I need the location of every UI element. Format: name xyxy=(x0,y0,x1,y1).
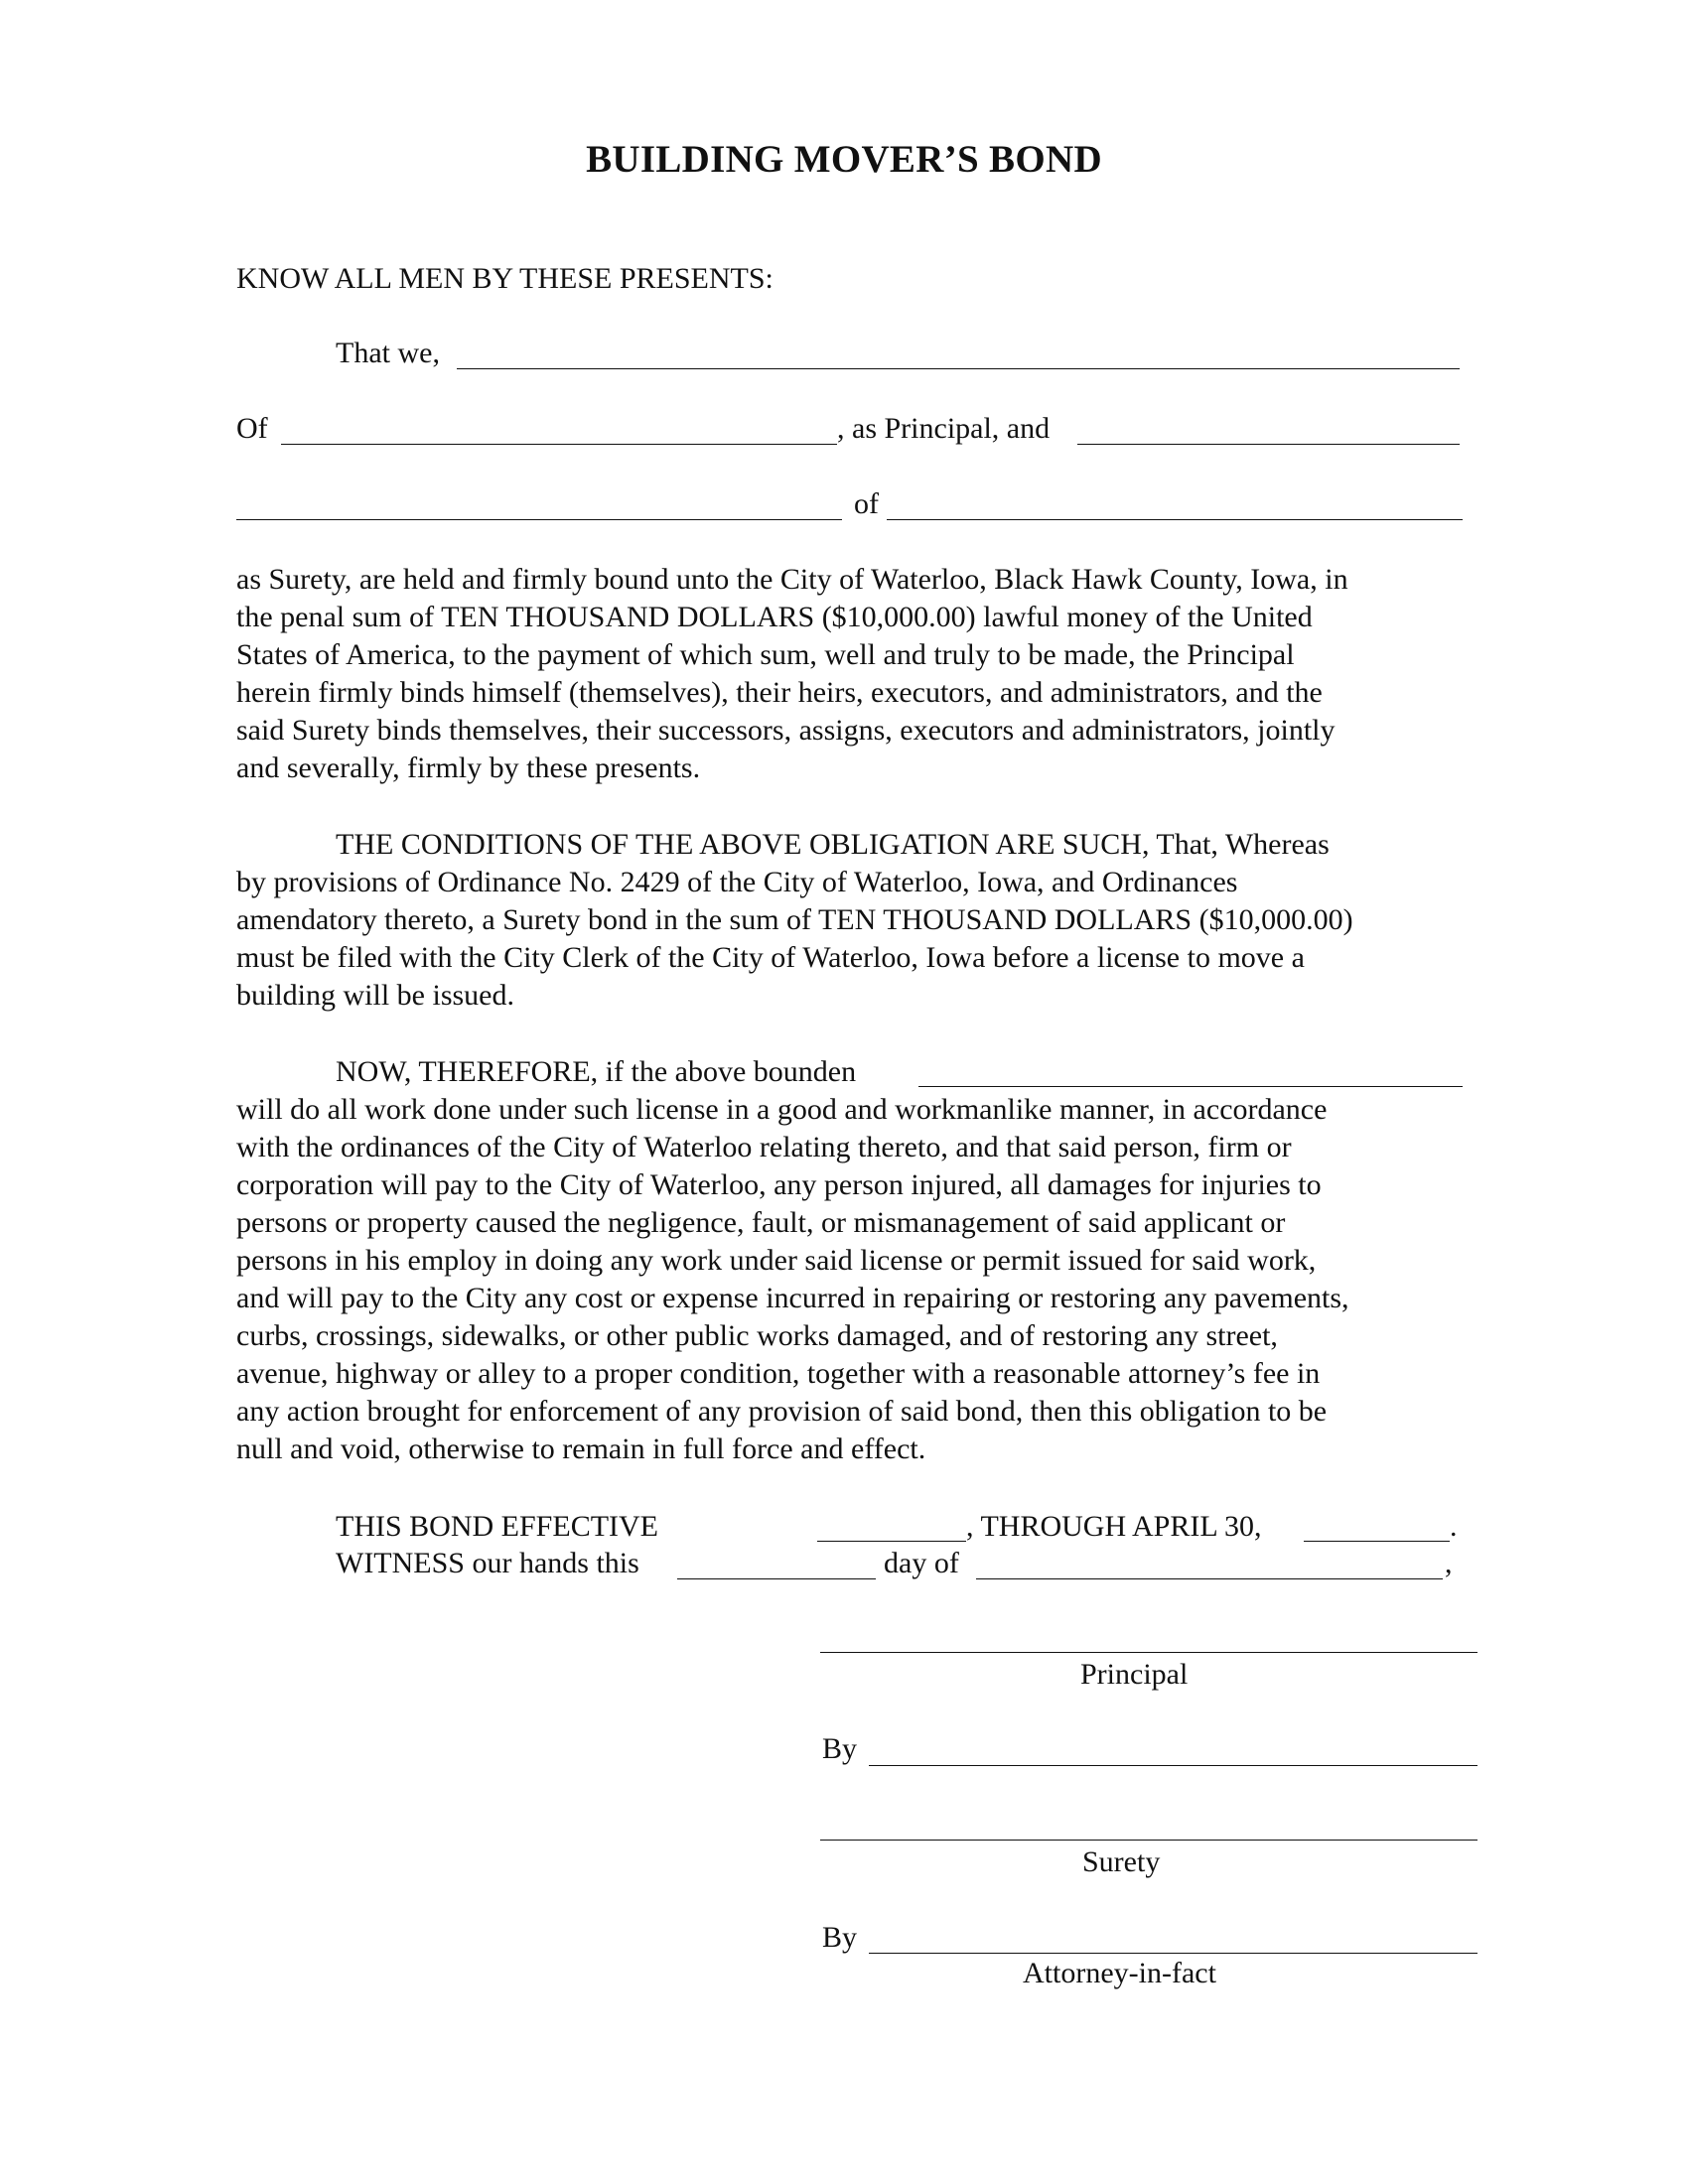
paragraph-line: persons in his employ in doing any work under said license or permit issued for said work, xyxy=(236,1244,1317,1277)
attorney-label: Attorney-in-fact xyxy=(1023,1957,1216,1989)
witness-day-field[interactable] xyxy=(677,1578,876,1579)
effective-label: THIS BOND EFFECTIVE xyxy=(336,1510,659,1543)
paragraph-line: corporation will pay to the City of Waterloo, any person injured, all damages for injuries to xyxy=(236,1168,1322,1201)
witness-comma: , xyxy=(1445,1547,1453,1579)
paragraph-line: with the ordinances of the City of Waterloo relating thereto, and that said person, firm or xyxy=(236,1131,1292,1163)
paragraph-line: THE CONDITIONS OF THE ABOVE OBLIGATION ARE SUCH, That, Whereas xyxy=(336,828,1330,861)
day-of-label: day of xyxy=(884,1547,959,1579)
paragraph-line: and will pay to the City any cost or expense incurred in repairing or restoring any pavements, xyxy=(236,1282,1349,1314)
paragraph-line: null and void, otherwise to remain in full force and effect. xyxy=(236,1433,926,1465)
principal-by-line[interactable] xyxy=(869,1765,1477,1766)
principal-label: Principal xyxy=(1080,1658,1189,1691)
of-label: Of xyxy=(236,412,268,445)
that-we-label: That we, xyxy=(336,337,440,369)
through-label: , THROUGH APRIL 30, xyxy=(966,1510,1262,1543)
surety-address-field[interactable] xyxy=(887,519,1463,520)
paragraph-line: building will be issued. xyxy=(236,979,514,1012)
paragraph-line: herein firmly binds himself (themselves), their heirs, executors, and administrators, and the xyxy=(236,676,1323,709)
surety-paragraph xyxy=(236,561,1468,787)
surety-name-field[interactable] xyxy=(1077,444,1460,445)
as-principal-label: , as Principal, and xyxy=(837,412,1051,445)
effective-period: . xyxy=(1450,1510,1458,1543)
principal-name-field[interactable] xyxy=(457,368,1460,369)
paragraph-line: and severally, firmly by these presents. xyxy=(236,751,701,784)
of-lower-label: of xyxy=(854,487,879,520)
paragraph-line: curbs, crossings, sidewalks, or other public works damaged, and of restoring any street, xyxy=(236,1319,1278,1352)
principal-signature-line[interactable] xyxy=(820,1652,1477,1653)
paragraph-line: any action brought for enforcement of any provision of said bond, then this obligation to be xyxy=(236,1395,1328,1428)
therefore-label: NOW, THEREFORE, if the above bounden xyxy=(336,1055,857,1088)
surety-name-field-2[interactable] xyxy=(236,519,842,520)
paragraph-line: avenue, highway or alley to a proper condition, together with a reasonable attorney’s fee in xyxy=(236,1357,1321,1390)
by-label-2: By xyxy=(822,1921,858,1954)
surety-label: Surety xyxy=(1082,1845,1161,1878)
surety-signature-line[interactable] xyxy=(820,1840,1477,1841)
intro-heading: KNOW ALL MEN BY THESE PRESENTS: xyxy=(236,262,774,295)
obligation-paragraph xyxy=(236,1091,1468,1468)
paragraph-line: said Surety binds themselves, their successors, assigns, executors and administrators, jointly xyxy=(236,714,1336,747)
witness-label: WITNESS our hands this xyxy=(336,1547,639,1579)
paragraph-line: must be filed with the City Clerk of the City of Waterloo, Iowa before a license to move a xyxy=(236,941,1305,974)
by-label-1: By xyxy=(822,1732,858,1765)
document-title: BUILDING MOVER’S BOND xyxy=(586,138,1102,181)
paragraph-line: as Surety, are held and firmly bound unto the City of Waterloo, Black Hawk County, Iowa, in xyxy=(236,563,1348,596)
principal-address-field[interactable] xyxy=(281,444,837,445)
bounden-name-field[interactable] xyxy=(918,1086,1463,1087)
witness-month-field[interactable] xyxy=(976,1578,1443,1579)
through-year-field[interactable] xyxy=(1304,1541,1450,1542)
paragraph-line: the penal sum of TEN THOUSAND DOLLARS ($10,000.00) lawful money of the United xyxy=(236,601,1313,633)
paragraph-line: persons or property caused the negligence, fault, or mismanagement of said applicant or xyxy=(236,1206,1286,1239)
effective-date-field[interactable] xyxy=(817,1541,966,1542)
paragraph-line: amendatory thereto, a Surety bond in the sum of TEN THOUSAND DOLLARS ($10,000.00) xyxy=(236,903,1353,936)
paragraph-line: States of America, to the payment of which sum, well and truly to be made, the Principal xyxy=(236,638,1295,671)
attorney-by-line[interactable] xyxy=(869,1953,1477,1954)
conditions-paragraph xyxy=(236,826,1468,1015)
paragraph-line: will do all work done under such license in a good and workmanlike manner, in accordance xyxy=(236,1093,1328,1126)
paragraph-line: by provisions of Ordinance No. 2429 of the City of Waterloo, Iowa, and Ordinances xyxy=(236,866,1238,898)
